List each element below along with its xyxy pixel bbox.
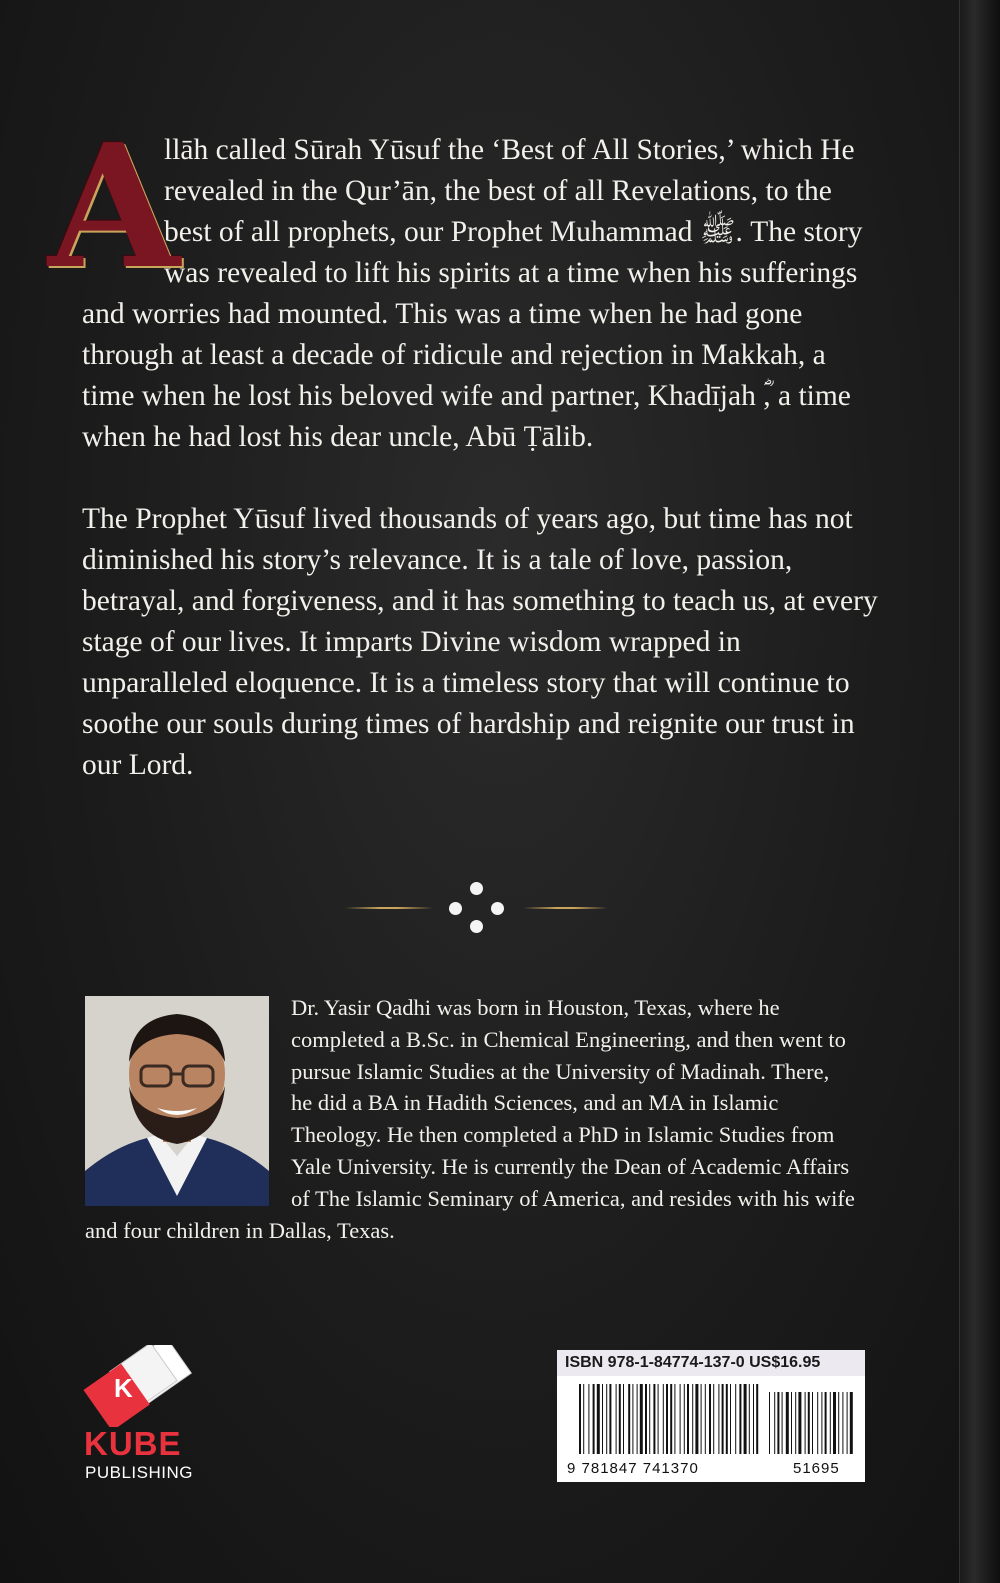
author-bio-text: Dr. Yasir Qadhi was born in Houston, Texas, where he completed a B.Sc. in Chemical Engineering, and then went to pursue Islamic Studies at the University of Madinah. There, he did a BA in Hadith Sciences, and an MA in Islamic Theology. He then completed a PhD in Islamic Studies from Yale University. He is currently the Dean of Academic Affairs of The Islamic Seminary of America, and resides with his wife and four children in Dallas, Texas. (85, 995, 855, 1243)
isbn-price-label: ISBN 978-1-84774-137-0 US$16.95 (557, 1350, 865, 1376)
publisher-name: KUBE (84, 1425, 182, 1462)
kube-logo-icon (80, 1345, 200, 1427)
divider-ornament (345, 880, 610, 936)
ornament-rule-right (523, 907, 608, 909)
cover-edge (959, 0, 1000, 1583)
author-bio (85, 992, 855, 1246)
ornament-rule-left (345, 907, 433, 909)
barcode-addon-digits: 51695 (793, 1460, 840, 1477)
barcode-icon (557, 1380, 865, 1460)
publisher-subtitle: PUBLISHING (85, 1463, 193, 1482)
drop-cap: A (48, 107, 180, 307)
publisher-logo (80, 1345, 210, 1485)
ornament-dots-icon (449, 880, 505, 936)
blurb (48, 107, 882, 786)
blurb-paragraph-2: The Prophet Yūsuf lived thousands of years ago, but time has not diminished his story’s relevance. It is a tale of love, passion, betrayal, and forgiveness, and it has something to teach us, at every stage of our lives. It imparts Divine wisdom wrapped in unparalleled eloquence. It is a timeless story that will continue to soothe our souls during times of hardship and reignite our trust in our Lord. (82, 503, 878, 781)
barcode-digits: 9 781847 741370 (567, 1460, 699, 1477)
isbn-barcode (557, 1350, 865, 1482)
logo-letter: K (114, 1373, 133, 1403)
blurb-paragraph-1-text: llāh called Sūrah Yūsuf the ‘Best of All Stories,’ which He revealed in the Qur’ān, the best of all Revelations, to the best of all prophets, our Prophet Muhammad ﷺ. The story was revealed to lift his spirits at a time when his sufferings and worries had mounted. This was a time when he had gone through at least a decade of ridicule and rejection in Makkah, a time when he lost his beloved wife and partner, Khadījah ؓ, a time when he had lost his dear uncle, Abū Ṭālib. (82, 134, 863, 453)
blurb-paragraph-1 (48, 107, 882, 458)
